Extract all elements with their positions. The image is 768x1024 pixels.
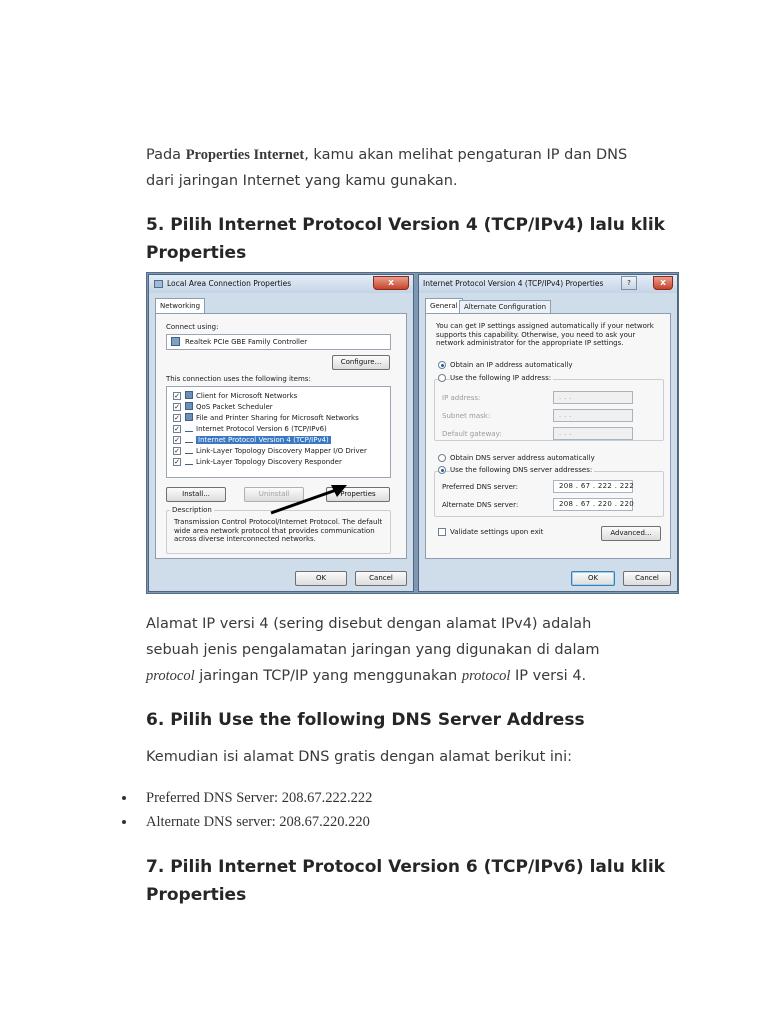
protocol-term: protocol: [461, 668, 511, 684]
subnet-mask-input[interactable]: . . .: [553, 409, 633, 422]
bullet-icon: [122, 796, 126, 800]
checkbox-icon[interactable]: ✓: [174, 392, 180, 400]
checkbox-icon[interactable]: ✓: [174, 436, 180, 444]
ip-address-label: IP address:: [442, 394, 481, 402]
list-item[interactable]: ✓ Internet Protocol Version 4 (TCP/IPv4): [174, 436, 329, 444]
bullet-icon: [122, 820, 126, 824]
step-7-heading: 7. Pilih Internet Protocol Version 6 (TCP/IPv6) lalu klik Properties: [146, 857, 665, 905]
dns-list: [0, 786, 768, 834]
intro-suffix: , kamu akan melihat pengaturan IP dan DNS dari jaringan Internet yang kamu gunakan.: [146, 147, 628, 189]
list-item[interactable]: ✓ Link-Layer Topology Discovery Responder: [174, 458, 342, 466]
configure-button[interactable]: Configure...: [332, 355, 390, 370]
description-label: Description: [172, 506, 212, 514]
preferred-dns-label: Preferred DNS server:: [442, 483, 519, 491]
connect-using-label: Connect using:: [166, 323, 219, 331]
left-close-button[interactable]: x: [373, 276, 409, 290]
checkbox-icon[interactable]: ✓: [174, 447, 180, 455]
ip-address-input[interactable]: . . .: [553, 391, 633, 404]
uses-items-label: This connection uses the following items:: [166, 375, 311, 383]
right-ok-button[interactable]: OK: [571, 571, 615, 586]
dns-intro: Kemudian isi alamat DNS gratis dengan alamat berikut ini:: [146, 749, 573, 765]
alternate-dns-input[interactable]: 208 . 67 . 220 . 220: [553, 498, 633, 511]
use-ip-label: Use the following IP address:: [450, 374, 552, 382]
adapter-name: Realtek PCIe GBE Family Controller: [185, 338, 308, 346]
validate-label: Validate settings upon exit: [450, 528, 544, 536]
checkbox-icon[interactable]: ✓: [174, 403, 180, 411]
default-gateway-label: Default gateway:: [442, 430, 502, 438]
right-window-title: Internet Protocol Version 4 (TCP/IPv4) Properties: [423, 279, 604, 288]
subnet-mask-label: Subnet mask:: [442, 412, 491, 420]
default-gateway-input[interactable]: . . .: [553, 427, 633, 440]
step-6-heading: 6. Pilih Use the following DNS Server Address: [146, 710, 585, 730]
list-item[interactable]: ✓ QoS Packet Scheduler: [174, 403, 273, 411]
info-text: You can get IP settings assigned automatically if your network supports this capability. Otherwise, you need to ask your network administrator for the appropriate IP settings.: [436, 322, 654, 347]
ipv4-paragraph: Alamat IP versi 4 (sering disebut dengan alamat IPv4) adalah sebuah jenis pengalamatan jaringan yang digunakan di dalam protocol jaringan TCP/IP yang menggunakan protocol IP versi 4.: [146, 616, 600, 684]
left-ok-button[interactable]: OK: [295, 571, 347, 586]
right-cancel-button[interactable]: Cancel: [623, 571, 671, 586]
description-text: Transmission Control Protocol/Internet Protocol. The default wide area network protocol that provides communication across diverse interconnected networks.: [174, 518, 383, 543]
list-item[interactable]: ✓ Client for Microsoft Networks: [174, 392, 298, 400]
right-close-button[interactable]: x: [653, 276, 673, 290]
left-cancel-button[interactable]: Cancel: [355, 571, 407, 586]
pointer-arrow-icon: [147, 273, 679, 594]
use-dns-label: Use the following DNS server addresses:: [450, 466, 593, 474]
obtain-dns-label: Obtain DNS server address automatically: [450, 454, 595, 462]
checkbox-icon[interactable]: ✓: [174, 425, 180, 433]
advanced-button[interactable]: Advanced...: [601, 526, 661, 541]
list-item: Preferred DNS Server: 208.67.222.222: [0, 786, 768, 810]
help-button[interactable]: ?: [621, 276, 637, 290]
list-item: Alternate DNS server: 208.67.220.220: [0, 810, 768, 834]
list-item[interactable]: ✓ File and Printer Sharing for Microsoft Networks: [174, 414, 359, 422]
preferred-dns-input[interactable]: 208 . 67 . 222 . 222: [553, 480, 633, 493]
uninstall-button[interactable]: Uninstall: [244, 487, 304, 502]
protocol-term: protocol: [146, 668, 195, 684]
tab-alternate-configuration[interactable]: Alternate Configuration: [459, 300, 551, 313]
left-window-title: Local Area Connection Properties: [167, 279, 292, 288]
network-settings-screenshot: [146, 272, 679, 594]
intro-paragraph: [146, 142, 646, 194]
list-item[interactable]: ✓ Link-Layer Topology Discovery Mapper I/O Driver: [174, 447, 367, 455]
alternate-dns-label: Alternate DNS server:: [442, 501, 519, 509]
list-item[interactable]: ✓ Internet Protocol Version 6 (TCP/IPv6): [174, 425, 327, 433]
intro-prefix: Pada: [146, 147, 186, 163]
obtain-ip-label: Obtain an IP address automatically: [450, 361, 573, 369]
checkbox-icon[interactable]: ✓: [174, 458, 180, 466]
tab-general[interactable]: General: [425, 298, 463, 313]
tab-networking[interactable]: Networking: [155, 298, 205, 313]
install-button[interactable]: Install...: [166, 487, 226, 502]
checkbox-icon[interactable]: ✓: [174, 414, 180, 422]
intro-emphasis: Properties Internet: [185, 147, 305, 163]
properties-button[interactable]: Properties: [326, 487, 390, 502]
step-5-heading: 5. Pilih Internet Protocol Version 4 (TCP/IPv4) lalu klik Properties: [146, 215, 665, 263]
